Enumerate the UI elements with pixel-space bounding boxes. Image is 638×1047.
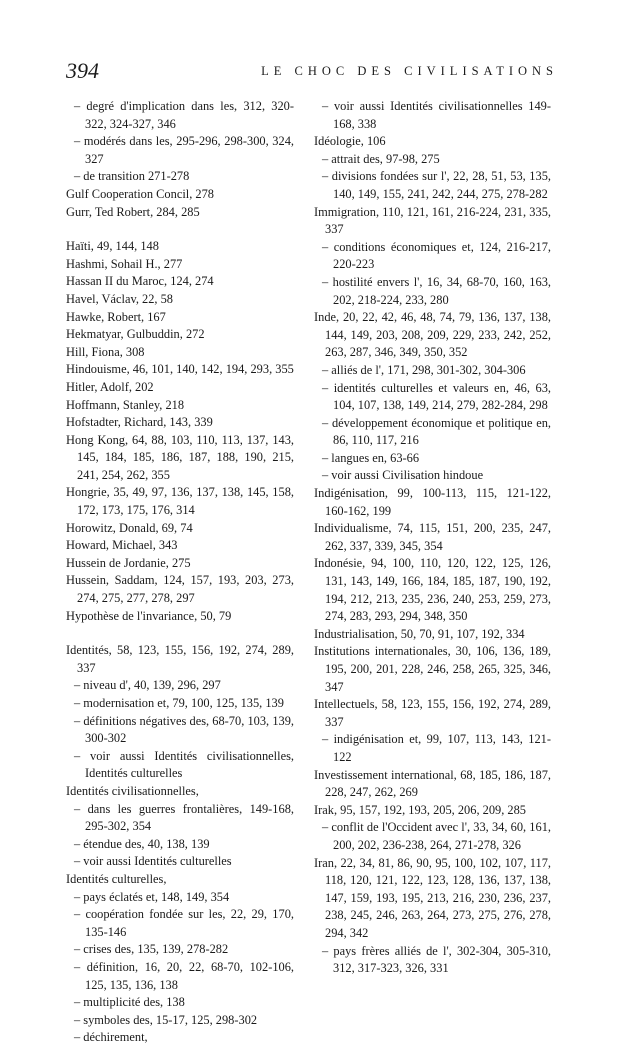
index-entry: Horowitz, Donald, 69, 74: [66, 520, 193, 535]
index-subentry: – identités culturelles et valeurs en, 46, 63, 104, 107, 138, 149, 214, 279, 282-284, 298: [322, 380, 551, 413]
index-entry: Hong Kong, 64, 88, 103, 110, 113, 137, 143, 145, 184, 185, 186, 187, 188, 190, 215, 241, 254, 262, 355: [66, 432, 294, 482]
index-subentry: – niveau d', 40, 139, 296, 297: [74, 678, 221, 693]
index-subentry: – pays éclatés et, 148, 149, 354: [74, 889, 230, 904]
index-entry: Institutions internationales, 30, 106, 136, 189, 195, 200, 201, 228, 246, 258, 265, 325, 346, 347: [314, 644, 551, 694]
index-subentry: – définition, 16, 20, 22, 68-70, 102-106, 125, 135, 136, 138: [74, 959, 294, 992]
index-subentry: – modérés dans les, 295-296, 298-300, 324, 327: [74, 134, 294, 166]
index-entry: Hindouisme, 46, 101, 140, 142, 194, 293, 355: [66, 362, 294, 377]
index-subentry: – de transition 271-278: [74, 169, 190, 184]
index-subentry: – degré d'implication dans les, 312, 320-322, 324-327, 346: [74, 99, 294, 131]
page-header: [66, 58, 558, 86]
index-entry: Hongrie, 35, 49, 97, 136, 137, 138, 145, 158, 172, 173, 175, 176, 314: [66, 485, 294, 518]
index-subentry: – langues en, 63-66: [322, 450, 420, 465]
index-subentry: – voir aussi Identités civilisationnelles, Identités culturelles: [74, 748, 294, 781]
index-subentry: – attrait des, 97-98, 275: [322, 151, 440, 166]
index-entry: Individualisme, 74, 115, 151, 200, 235, 247, 262, 337, 339, 345, 354: [314, 521, 551, 553]
index-subentry: – alliés de l', 171, 298, 301-302, 304-306: [322, 362, 526, 377]
index-entry: Hashmi, Sohail H., 277: [66, 256, 183, 271]
index-subentry: – pays frères alliés de l', 302-304, 305-310, 312, 317-323, 326, 331: [322, 943, 551, 976]
index-subentry: – modernisation et, 79, 100, 125, 135, 139: [74, 696, 284, 710]
index-subentry: – voir aussi Identités culturelles: [74, 854, 232, 869]
index-entry: Hawke, Robert, 167: [66, 309, 166, 324]
index-subentry: – voir aussi Identités civilisationnelles 149-168, 338: [322, 99, 551, 131]
index-entry: Hill, Fiona, 308: [66, 344, 145, 359]
index-subentry: – étendue des, 40, 138, 139: [74, 836, 210, 851]
index-entry: Inde, 20, 22, 42, 46, 48, 74, 79, 136, 137, 138, 144, 149, 203, 208, 209, 229, 233, 242, 252, 263, 287, 346, 349, 350, 352: [314, 310, 551, 360]
index-entry: Immigration, 110, 121, 161, 216-224, 231, 335, 337: [314, 204, 551, 237]
index-subentry: – divisions fondées sur l', 22, 28, 51, 53, 135, 140, 149, 155, 241, 242, 244, 275, 278-282: [322, 169, 551, 201]
index-subentry: – conditions économiques et, 124, 216-217, 220-223: [322, 239, 551, 272]
index-entry: Investissement international, 68, 185, 186, 187, 228, 247, 262, 269: [314, 767, 551, 800]
index-column-left: [66, 98, 294, 1047]
index-column-right: [314, 98, 551, 978]
running-title: LE CHOC DES CIVILISATIONS: [261, 64, 558, 78]
index-subentry: – indigénisation et, 99, 107, 113, 143, 121-122: [322, 732, 551, 764]
index-entry: Haïti, 49, 144, 148: [66, 239, 159, 254]
index-entry: Intellectuels, 58, 123, 155, 156, 192, 274, 289, 337: [314, 697, 551, 729]
index-subentry: – développement économique et politique en, 86, 110, 117, 216: [322, 415, 551, 448]
index-entry: Indigénisation, 99, 100-113, 115, 121-122, 160-162, 199: [314, 486, 551, 518]
index-entry: Hoffmann, Stanley, 218: [66, 397, 185, 412]
index-subentry: – multiplicité des, 138: [74, 995, 185, 1010]
index-subentry: – crises des, 135, 139, 278-282: [74, 942, 229, 957]
index-subentry: – voir aussi Civilisation hindoue: [322, 468, 484, 483]
index-entry: Idéologie, 106: [314, 134, 386, 149]
index-entry: Hussein, Saddam, 124, 157, 193, 203, 273, 274, 275, 277, 278, 297: [66, 573, 294, 606]
index-entry: Hypothèse de l'invariance, 50, 79: [66, 608, 232, 623]
page-number: 394: [66, 58, 99, 83]
index-subentry: – définitions négatives des, 68-70, 103, 139, 300-302: [74, 713, 294, 746]
index-entry: Hitler, Adolf, 202: [66, 379, 154, 394]
index-entry: Indonésie, 94, 100, 110, 120, 122, 125, 126, 131, 143, 149, 166, 184, 185, 187, 190, 192, 194, 212, 213, 235, 236, 240, 253, 259, 273, 274, 283, 293, 294, 348, 350: [314, 556, 551, 624]
index-entry: Identités civilisationnelles,: [66, 783, 199, 798]
index-subentry: – déchirement,: [74, 1030, 148, 1045]
index-subentry: – hostilité envers l', 16, 34, 68-70, 160, 163, 202, 218-224, 233, 280: [322, 274, 551, 307]
index-entry: Identités, 58, 123, 155, 156, 192, 274, 289, 337: [66, 643, 294, 675]
index-entry: Industrialisation, 50, 70, 91, 107, 192, 334: [314, 626, 525, 641]
index-entry: Hekmatyar, Gulbuddin, 272: [66, 327, 205, 342]
index-entry: Hussein de Jordanie, 275: [66, 555, 191, 570]
index-entry: Hofstadter, Richard, 143, 339: [66, 415, 213, 430]
index-entry: Gulf Cooperation Concil, 278: [66, 186, 214, 201]
index-entry: Howard, Michael, 343: [66, 538, 178, 553]
index-entry: Hassan II du Maroc, 124, 274: [66, 274, 214, 289]
index-entry: Gurr, Ted Robert, 284, 285: [66, 204, 200, 219]
index-entry: Iran, 22, 34, 81, 86, 90, 95, 100, 102, 107, 117, 118, 120, 121, 122, 123, 128, 136, 137, 138, 147, 159, 193, 195, 213, 216, 230, 236, 237, 238, 245, 246, 263, 264, 273, 275, 276, 278, 294, 342: [314, 855, 551, 940]
index-entry: Havel, Václav, 22, 58: [66, 291, 174, 306]
index-subentry: – conflit de l'Occident avec l', 33, 34, 60, 161, 200, 202, 236-238, 264, 271-278, 326: [322, 820, 551, 852]
index-entry: Irak, 95, 157, 192, 193, 205, 206, 209, 285: [314, 802, 527, 817]
index-subentry: – coopération fondée sur les, 22, 29, 170, 135-146: [74, 907, 294, 939]
index-entry: Identités culturelles,: [66, 871, 167, 886]
index-subentry: – dans les guerres frontalières, 149-168, 295-302, 354: [74, 801, 294, 834]
index-subentry: – symboles des, 15-17, 125, 298-302: [74, 1012, 258, 1027]
